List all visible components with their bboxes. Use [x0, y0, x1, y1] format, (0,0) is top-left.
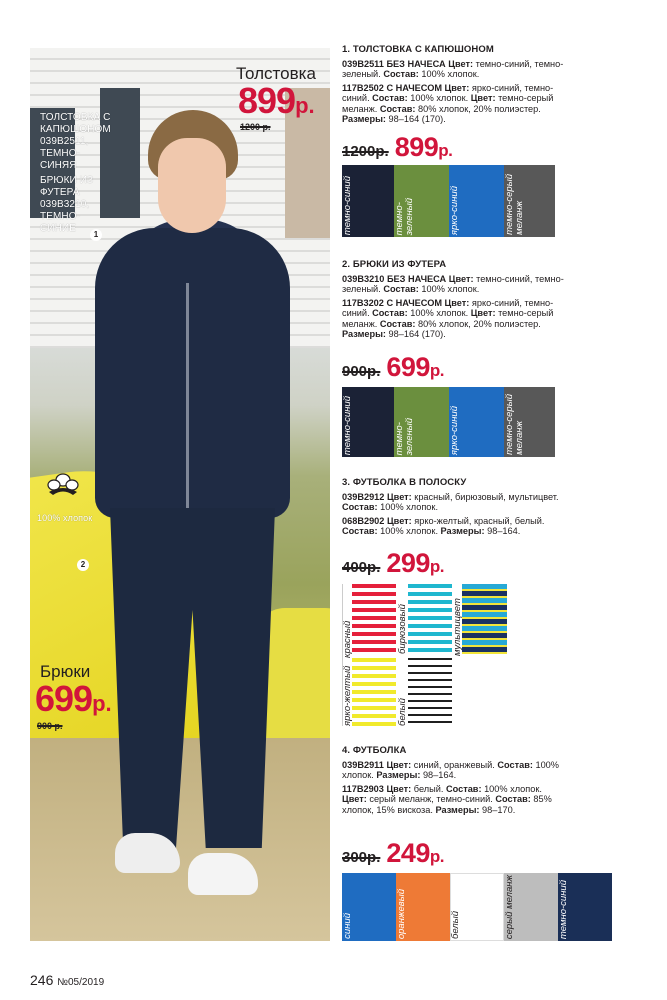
text: 85% хлопок, 15% вискоза. [342, 794, 552, 815]
text: темно-серый меланж. [342, 93, 554, 114]
new-price [386, 838, 444, 869]
new-price [395, 132, 453, 163]
bold-text: Размеры: [376, 770, 421, 780]
product-line [342, 298, 564, 340]
bold-text: Состав: [342, 526, 378, 536]
product-line [342, 784, 564, 816]
cotton-flower-icon [43, 468, 83, 498]
text: 80% хлопок, 20% полиэстер. [415, 318, 541, 329]
photo-pants-price [35, 678, 112, 720]
photo-hoodie-label: Толстовка [236, 64, 316, 83]
cotton-label: 100% хлопок [37, 513, 93, 523]
bold-text: 117В3202 С НАЧЕСОМ Цвет: [342, 297, 470, 308]
price-value: 899 [238, 80, 296, 121]
color-swatch-label: темно-серый меланж [504, 174, 525, 235]
color-swatch [449, 387, 504, 457]
boy-face [158, 138, 226, 233]
text: 100% хлопок. [418, 69, 480, 79]
page-footer [30, 972, 104, 988]
product-3-description [342, 478, 564, 537]
color-swatch [396, 873, 450, 941]
caption-hoodie: ТОЛСТОВКА С КАПЮШОНОМ 039В2511, ТЕМНО-СИНЯЯ [40, 112, 111, 171]
product-2-description [342, 260, 564, 340]
color-swatch-label: синий [342, 913, 353, 939]
text: красный, бирюзовый, мультицвет. [411, 491, 559, 502]
bold-text: Цвет: [342, 794, 367, 804]
text: 98–170. [479, 804, 516, 815]
color-swatch [342, 165, 394, 237]
price-currency: р. [92, 691, 112, 716]
product-1-description [342, 45, 564, 125]
product-title: 1. ТОЛСТОВКА С КАПЮШОНОМ [342, 44, 494, 55]
color-swatch [504, 165, 555, 237]
text: ярко-синий, темно-синий. [342, 82, 554, 103]
product-3-price [342, 548, 444, 579]
color-swatch [504, 387, 555, 457]
old-price: 1200р. [342, 143, 389, 160]
issue-number: №05/2019 [57, 977, 105, 988]
bold-text: Состав: [379, 103, 416, 114]
color-swatch [394, 165, 449, 237]
bold-text: 068В2902 Цвет: [342, 515, 412, 526]
text: 98–164 (170). [386, 114, 446, 124]
product-title: 3. ФУТБОЛКА В ПОЛОСКУ [342, 477, 467, 488]
text: 100% хлопок. [418, 284, 480, 294]
product-title: 2. БРЮКИ ИЗ ФУТЕРА [342, 259, 447, 270]
product-1-price [342, 132, 452, 163]
bold-text: Состав: [342, 502, 378, 512]
bold-text: 039В3210 БЕЗ НАЧЕСА Цвет: [342, 273, 474, 284]
stripe-label-turquoise: бирюзовый [397, 604, 408, 654]
text: темно-синий, темно-зеленый. [342, 58, 564, 79]
page-number: 246 [30, 972, 54, 988]
hoodie-zipper [186, 283, 189, 518]
text: 100% хлопок. [377, 526, 441, 536]
product-4-price [342, 838, 444, 869]
price-currency: р. [429, 557, 445, 576]
color-swatch [394, 387, 449, 457]
bold-text: Цвет: [470, 93, 496, 103]
bold-text: Состав: [379, 318, 416, 329]
product-4-description [342, 746, 564, 815]
price-value: 249 [386, 838, 430, 868]
bold-text: 117В2502 С НАЧЕСОМ Цвет: [342, 82, 470, 93]
new-price [386, 352, 444, 383]
color-swatch-label: ярко-синий [449, 185, 460, 235]
bold-text: Состав: [383, 284, 419, 294]
product-line [342, 59, 564, 80]
caption-pants: БРЮКИ ИЗ ФУТЕРА 039В3210, ТЕМНО-СИНИЕ [40, 175, 94, 234]
price-currency: р. [429, 361, 445, 380]
product-title: 4. ФУТБОЛКА [342, 745, 407, 756]
color-swatch [449, 165, 504, 237]
product-line [342, 516, 564, 537]
text: темно-серый меланж. [342, 308, 554, 329]
color-swatch-label: темно-серый меланж [504, 394, 525, 455]
bold-text: 039В2911 Цвет: [342, 759, 412, 770]
price-currency: р. [295, 93, 315, 118]
stripe-label-yellow: ярко-желтый [342, 665, 353, 726]
bold-text: Состав: [383, 69, 419, 79]
hoodie-figure [95, 228, 290, 518]
stripe-label-red: красный [342, 620, 353, 658]
text: 98–164. [420, 770, 457, 780]
text: 80% хлопок, 20% полиэстер. [415, 103, 541, 114]
bold-text: 039В2912 Цвет: [342, 491, 412, 502]
marker-1: 1 [90, 229, 102, 241]
price-value: 699 [35, 678, 93, 719]
old-price: 300р. [342, 849, 381, 866]
color-swatch [450, 873, 504, 941]
product-line [342, 760, 564, 781]
price-value: 899 [394, 132, 439, 162]
bold-text: Состав: [372, 93, 408, 103]
text: серый меланж, темно-синий. [366, 794, 496, 804]
bold-text: Размеры: [342, 114, 386, 124]
stripe-label-multicolor: мультицвет [452, 598, 463, 656]
product-line [342, 274, 564, 295]
color-swatch-label: темно- зеленый [394, 417, 415, 455]
color-swatch-label: серый меланж [504, 874, 515, 939]
bold-text: Размеры: [342, 329, 386, 339]
price-currency: р. [429, 847, 445, 866]
stripe-swatch-yellow [352, 658, 396, 726]
product-2-swatches [342, 387, 555, 457]
stripe-swatch-turquoise [408, 584, 452, 652]
text: темно-синий, темно-зеленый. [342, 273, 564, 294]
marker-2: 2 [77, 559, 89, 571]
new-price [386, 548, 444, 579]
text: ярко-синий, темно-синий. [342, 297, 554, 318]
price-currency: р. [438, 141, 453, 160]
color-swatch [342, 387, 394, 457]
bold-text: Размеры: [435, 804, 480, 815]
product-2-price [342, 352, 444, 383]
text: 98–164 (170). [386, 329, 446, 339]
color-swatch [504, 873, 558, 941]
color-swatch [558, 873, 612, 941]
text: 98–164. [484, 526, 521, 536]
color-swatch-label: темно-синий [342, 175, 353, 235]
bold-text: Состав: [445, 783, 482, 794]
text: синий, оранжевый. [411, 759, 498, 770]
text: 100% хлопок. [342, 759, 559, 780]
color-swatch-label: оранжевый [396, 888, 407, 939]
text: ярко-желтый, красный, белый. [411, 515, 545, 526]
color-swatch-label: темно-синий [558, 879, 569, 939]
color-swatch-label: ярко-синий [449, 405, 460, 455]
product-line [342, 492, 564, 513]
photo-hoodie-old-price: 1200 р. [240, 122, 271, 132]
text: 100% хлопок. [407, 308, 471, 318]
photo-hoodie-price [238, 80, 315, 122]
photo-pants-old-price: 900 р. [37, 721, 63, 731]
stripe-swatch-red [352, 584, 396, 654]
color-swatch-label: темно- зеленый [394, 197, 415, 235]
product-3-stripe-swatches [342, 584, 507, 726]
text: 100% хлопок. [481, 783, 542, 794]
product-4-swatches [342, 873, 612, 941]
bold-text: 039В2511 БЕЗ НАЧЕСА Цвет: [342, 58, 474, 69]
stripe-swatch-multicolor [462, 584, 507, 654]
bold-text: Состав: [495, 794, 531, 804]
text: 100% хлопок. [407, 93, 471, 103]
text: 100% хлопок. [377, 502, 438, 512]
bold-text: 117В2903 Цвет: [342, 783, 412, 794]
bold-text: Состав: [497, 759, 533, 770]
old-price: 400р. [342, 559, 381, 576]
stripe-swatch-white [408, 658, 452, 726]
stripe-label-white: белый [397, 698, 408, 726]
old-price: 900р. [342, 363, 381, 380]
color-swatch [342, 873, 396, 941]
text: белый. [411, 783, 446, 794]
photo-pants-label: Брюки [40, 662, 91, 681]
product-line [342, 83, 564, 125]
color-swatch-label: белый [450, 911, 461, 939]
bold-text: Цвет: [470, 308, 496, 318]
price-value: 299 [386, 548, 430, 578]
color-swatch-label: темно-синий [342, 395, 353, 455]
bold-text: Размеры: [440, 526, 485, 536]
product-1-swatches [342, 165, 555, 237]
sneaker-right [188, 853, 258, 895]
price-value: 699 [386, 352, 430, 382]
bold-text: Состав: [372, 308, 408, 318]
